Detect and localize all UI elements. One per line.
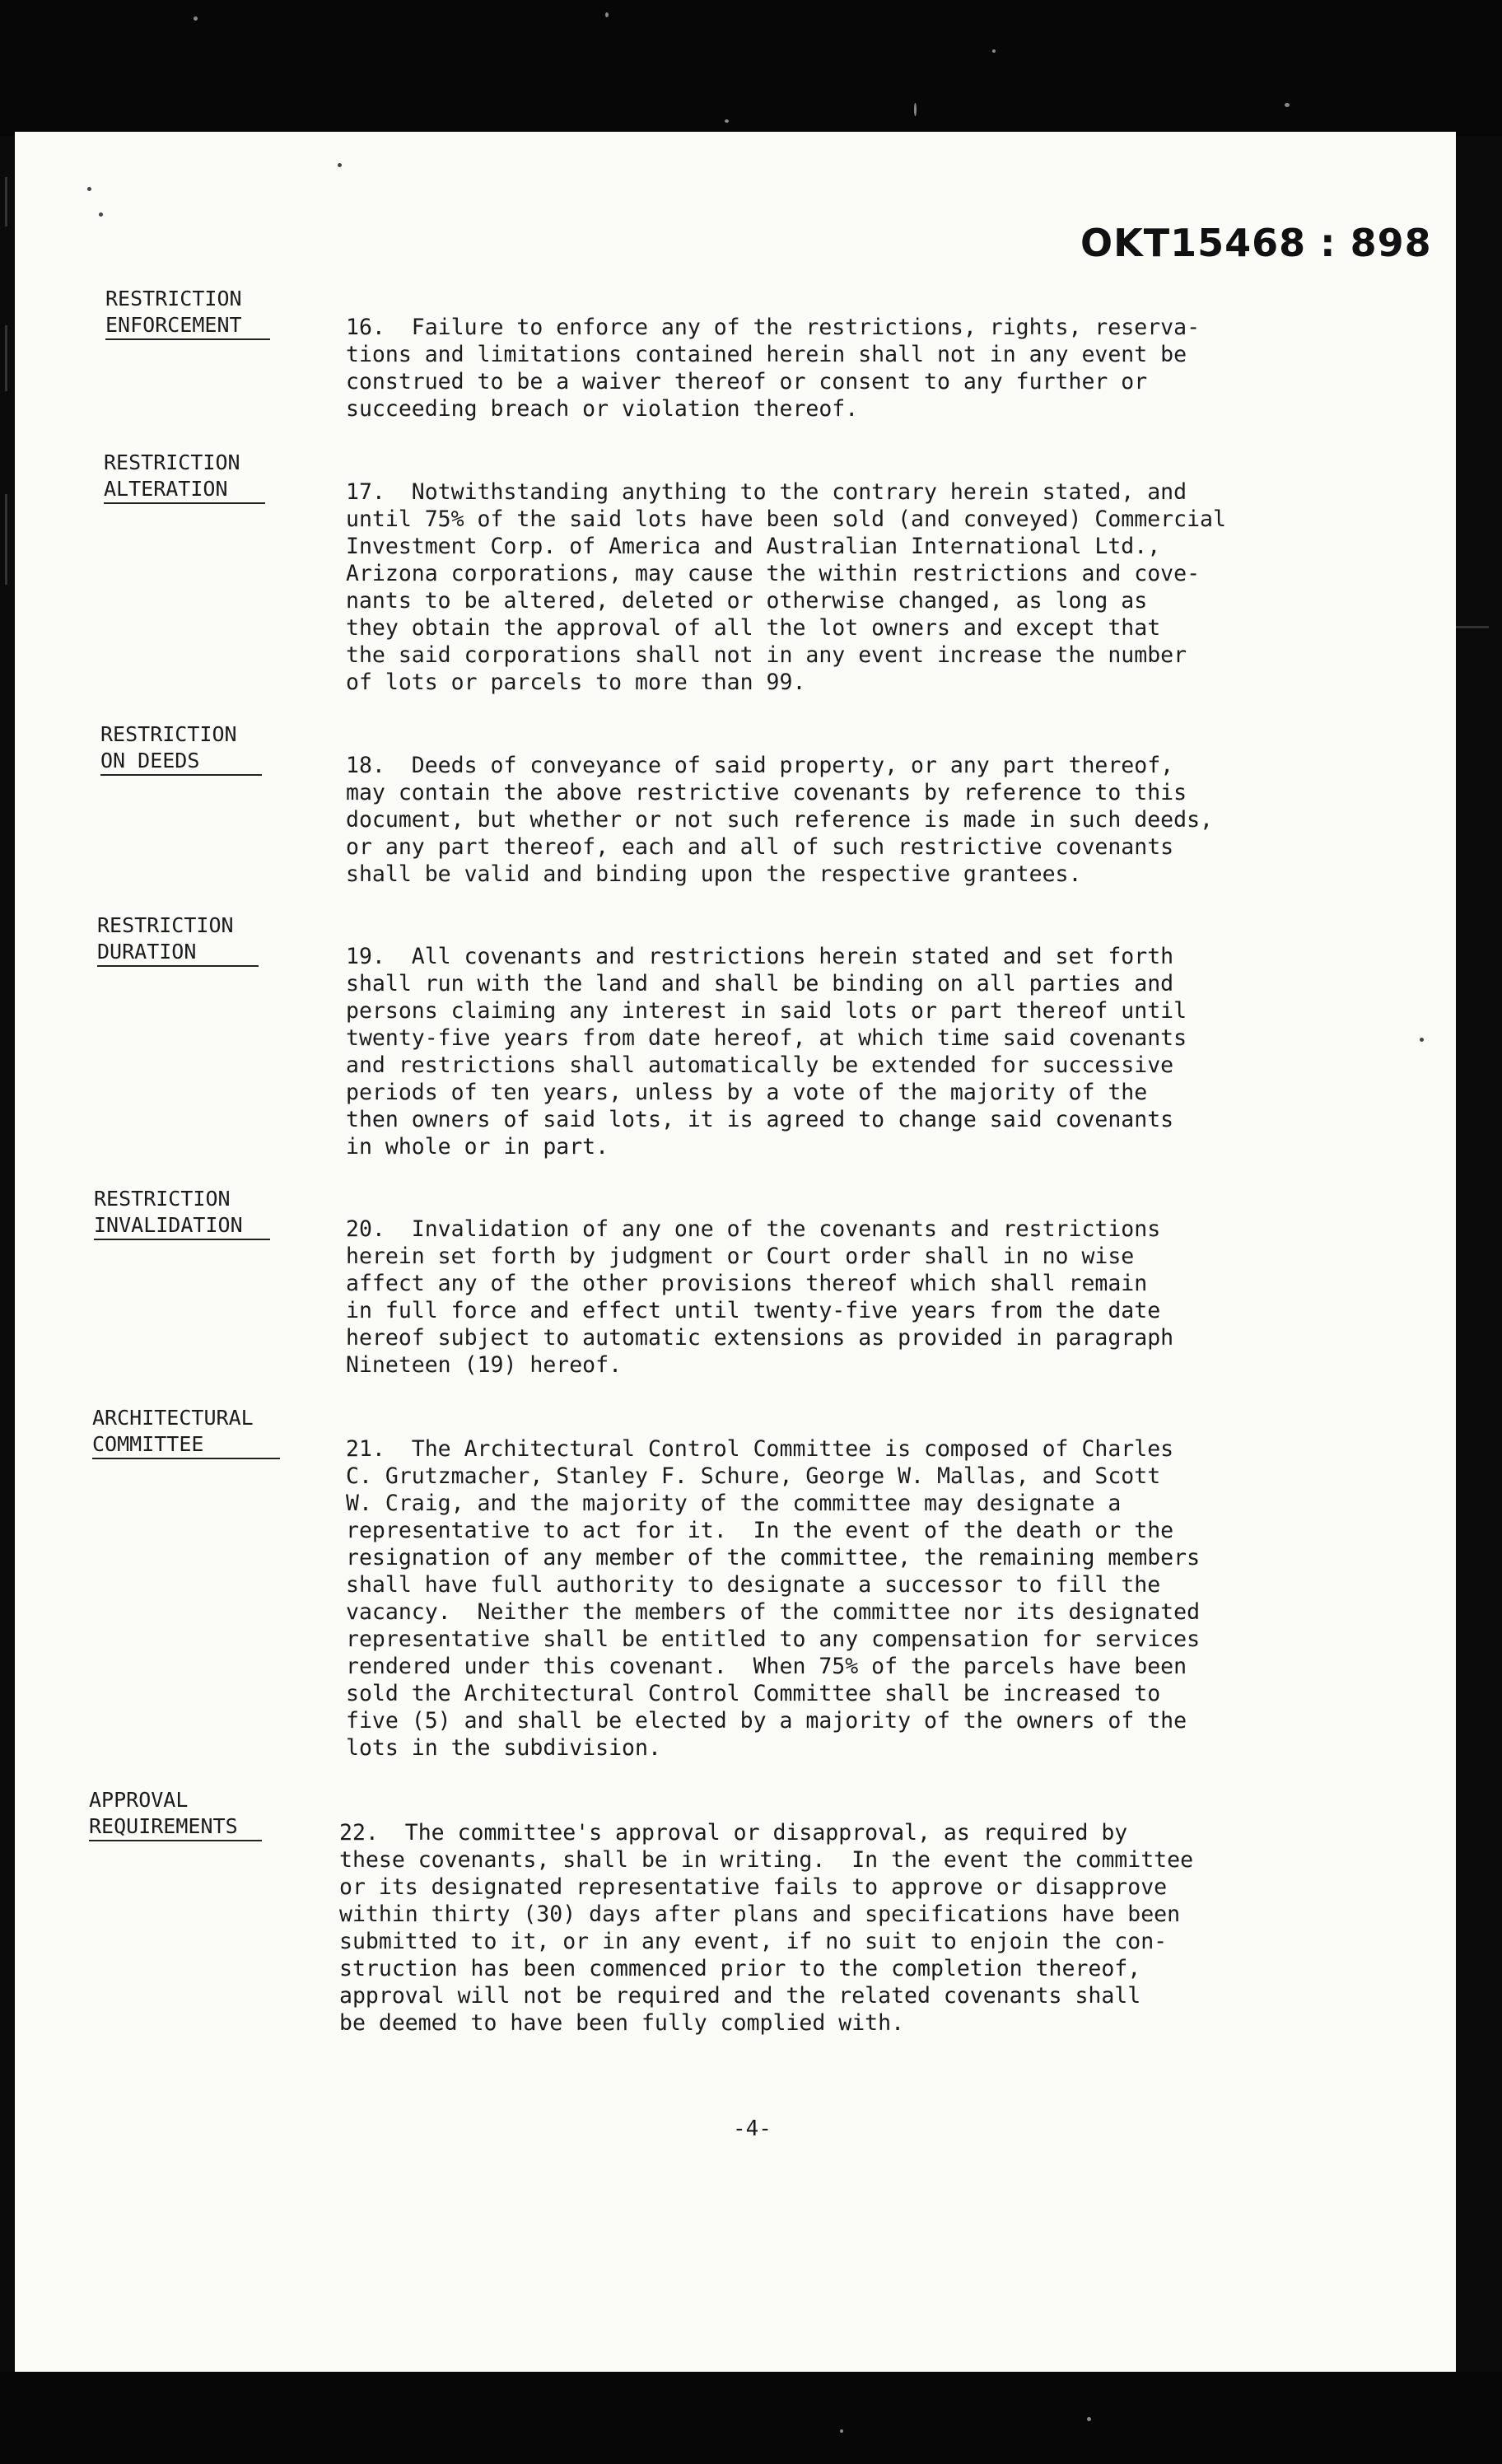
margin-heading-line1: RESTRICTION bbox=[104, 450, 240, 474]
clause-22: 22. The committee's approval or disapproval, as required by these covenants, shall be in writing. In the event the committee or its designated representative fails to approve or disapprove within thirty (30) days after plans and specifications have been submitted to it, or in any event, if no suit to enjoin the con- struction has been commenced prior to the completion thereof, approval will not be required and the related covenants shall be deemed to have been fully complied with. bbox=[339, 1820, 1194, 2036]
scan-speck bbox=[605, 12, 609, 17]
margin-heading-line1: RESTRICTION bbox=[105, 287, 242, 310]
margin-heading-line1: RESTRICTION bbox=[97, 913, 234, 937]
scan-border-top bbox=[0, 0, 1502, 136]
page-dot bbox=[99, 212, 103, 217]
scan-edge-mark bbox=[5, 177, 7, 226]
page-dot bbox=[338, 163, 342, 167]
page-footer-number: -4- bbox=[733, 2116, 772, 2141]
page-dot bbox=[1420, 1038, 1424, 1042]
page-dot bbox=[87, 187, 91, 191]
margin-heading-duration bbox=[97, 912, 259, 967]
margin-heading-line2: ON DEEDS bbox=[100, 748, 262, 776]
scan-speck bbox=[1087, 2417, 1091, 2421]
scan-edge-mark bbox=[5, 494, 7, 585]
scan-edge-mark bbox=[5, 325, 7, 391]
scan-speck bbox=[992, 49, 996, 53]
margin-heading-approval-requirements bbox=[89, 1787, 262, 1841]
scan-speck bbox=[725, 119, 729, 123]
clause-21: 21. The Architectural Control Committee is composed of Charles C. Grutzmacher, Stanley F. Schure, George W. Mallas, and Scott W. Craig, and the majority of the committee may designate a representative to act for it. In the event of the death or the resignation of any member of the committee, the remaining members shall have full authority to designate a successor to fill the vacancy. Neither the members of the committee nor its designated representative shall be entitled to any compensation for services rendered under this covenant. When 75% of the parcels have been sold the Architectural Control Committee shall be increased to five (5) and shall be elected by a majority of the owners of the lots in the subdivision. bbox=[346, 1436, 1201, 1761]
margin-heading-line1: APPROVAL bbox=[89, 1788, 189, 1812]
clause-18: 18. Deeds of conveyance of said property, or any part thereof, may contain the above restrictive covenants by reference to this document, but whether or not such reference is made in such deeds, or any part thereof, each and all of such restrictive covenants shall be valid and binding upon the respective grantees. bbox=[346, 753, 1213, 887]
margin-heading-invalidation bbox=[94, 1186, 270, 1240]
clause-16: 16. Failure to enforce any of the restrictions, rights, reserva- tions and limitations contained herein shall not in any event be construed to be a waiver thereof or consent to any further or succeeding breach or violation thereof. bbox=[346, 315, 1201, 422]
clause-17: 17. Notwithstanding anything to the contrary herein stated, and until 75% of the said lots have been sold (and conveyed) Commercial Investment Corp. of America and Australian International Ltd., Arizona corporations, may cause the within restrictions and cove- nants to be altered, deleted or otherwise changed, as long as they obtain the approval of all the lot owners and except that the said corporations shall not in any event increase the number of lots or parcels to more than 99. bbox=[346, 479, 1226, 695]
scan-speck bbox=[840, 2429, 843, 2433]
margin-heading-on-deeds bbox=[100, 721, 262, 776]
scan-speck bbox=[914, 103, 917, 116]
margin-heading-line2: REQUIREMENTS bbox=[89, 1813, 262, 1841]
margin-heading-line2: INVALIDATION bbox=[94, 1212, 270, 1240]
margin-heading-line2: DURATION bbox=[97, 939, 259, 967]
margin-heading-architectural-committee bbox=[92, 1405, 280, 1459]
margin-heading-alteration bbox=[104, 450, 265, 504]
margin-heading-line1: RESTRICTION bbox=[94, 1187, 231, 1211]
margin-heading-line2: COMMITTEE bbox=[92, 1431, 280, 1459]
scan-speck bbox=[1285, 103, 1290, 107]
recording-number: OKT15468 : 898 bbox=[1080, 221, 1432, 265]
margin-heading-line2: ALTERATION bbox=[104, 476, 265, 504]
scan-edge-mark bbox=[1456, 626, 1489, 628]
scan-border-bottom bbox=[0, 2372, 1502, 2464]
clause-20: 20. Invalidation of any one of the covenants and restrictions herein set forth by judgment or Court order shall in no wise affect any of the other provisions thereof which shall remain in full force and effect until twenty-five years from the date hereof subject to automatic extensions as provided in paragraph Nineteen (19) hereof. bbox=[346, 1216, 1174, 1378]
margin-heading-enforcement bbox=[105, 286, 270, 340]
margin-heading-line1: ARCHITECTURAL bbox=[92, 1406, 254, 1430]
clause-19: 19. All covenants and restrictions herein stated and set forth shall run with the land and shall be binding on all parties and persons claiming any interest in said lots or part thereof until twenty-five years from date hereof, at which time said covenants and restrictions shall automatically be extended for successive periods of ten years, unless by a vote of the majority of the then owners of said lots, it is agreed to change said covenants in whole or in part. bbox=[346, 944, 1187, 1160]
margin-heading-line2: ENFORCEMENT bbox=[105, 312, 270, 340]
scan-speck bbox=[194, 16, 198, 21]
margin-heading-line1: RESTRICTION bbox=[100, 722, 237, 746]
